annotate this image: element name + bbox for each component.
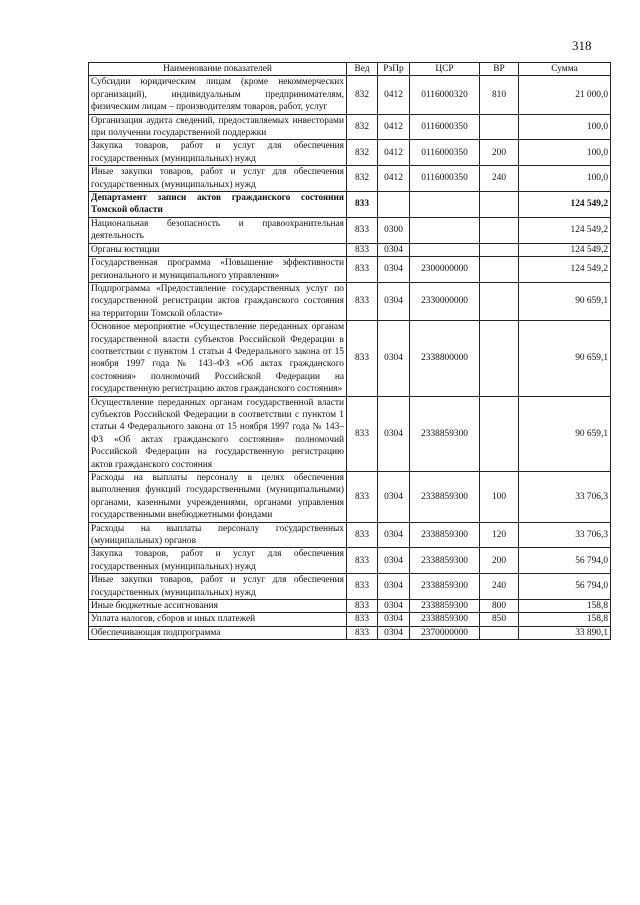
cell-name: Организация аудита сведений, предоставляемых инвесторами при получении государственной поддержки bbox=[89, 114, 347, 140]
cell-rzpr: 0304 bbox=[378, 243, 410, 256]
cell-name: Обеспечивающая подпрограмма bbox=[89, 626, 347, 639]
header-name: Наименование показателей bbox=[89, 63, 347, 76]
header-ved: Вед bbox=[347, 63, 378, 76]
cell-name: Расходы на выплаты персоналу государственных (муниципальных) органов bbox=[89, 522, 347, 548]
cell-csr: 2338859300 bbox=[410, 600, 480, 613]
cell-vr: 800 bbox=[480, 600, 519, 613]
cell-rzpr: 0412 bbox=[378, 140, 410, 166]
table-row bbox=[89, 548, 611, 574]
cell-sum: 100,0 bbox=[519, 140, 611, 166]
cell-rzpr: 0300 bbox=[378, 217, 410, 243]
header-vr: ВР bbox=[480, 63, 519, 76]
cell-rzpr: 0304 bbox=[378, 257, 410, 283]
cell-ved: 832 bbox=[347, 166, 378, 192]
cell-ved: 832 bbox=[347, 140, 378, 166]
cell-name: Иные закупки товаров, работ и услуг для обеспечения государственных (муниципальных) нужд bbox=[89, 574, 347, 600]
cell-rzpr: 0412 bbox=[378, 114, 410, 140]
cell-rzpr: 0304 bbox=[378, 522, 410, 548]
table-row bbox=[89, 321, 611, 396]
cell-csr: 2370000000 bbox=[410, 626, 480, 639]
table-row bbox=[89, 192, 611, 218]
cell-name: Департамент записи актов гражданского состояния Томской области bbox=[89, 192, 347, 218]
cell-ved: 833 bbox=[347, 522, 378, 548]
cell-vr: 120 bbox=[480, 522, 519, 548]
cell-vr bbox=[480, 217, 519, 243]
cell-ved: 833 bbox=[347, 217, 378, 243]
cell-ved: 833 bbox=[347, 600, 378, 613]
table-row bbox=[89, 574, 611, 600]
cell-csr: 0116000350 bbox=[410, 114, 480, 140]
cell-csr: 0116000350 bbox=[410, 166, 480, 192]
cell-rzpr: 0304 bbox=[378, 574, 410, 600]
cell-rzpr: 0412 bbox=[378, 76, 410, 114]
cell-vr bbox=[480, 192, 519, 218]
cell-ved: 833 bbox=[347, 192, 378, 218]
cell-ved: 833 bbox=[347, 396, 378, 471]
cell-csr: 2338859300 bbox=[410, 522, 480, 548]
cell-rzpr: 0304 bbox=[378, 600, 410, 613]
cell-rzpr: 0304 bbox=[378, 613, 410, 626]
table-row bbox=[89, 166, 611, 192]
cell-rzpr bbox=[378, 192, 410, 218]
table-row bbox=[89, 243, 611, 256]
cell-sum: 124 549,2 bbox=[519, 192, 611, 218]
cell-csr: 2338859300 bbox=[410, 472, 480, 523]
cell-vr bbox=[480, 282, 519, 320]
cell-ved: 833 bbox=[347, 321, 378, 396]
cell-sum: 56 794,0 bbox=[519, 574, 611, 600]
cell-csr bbox=[410, 192, 480, 218]
cell-vr bbox=[480, 257, 519, 283]
cell-csr: 2338800000 bbox=[410, 321, 480, 396]
cell-sum: 33 706,3 bbox=[519, 472, 611, 523]
cell-csr: 2338859300 bbox=[410, 613, 480, 626]
cell-vr bbox=[480, 321, 519, 396]
cell-csr: 2330000000 bbox=[410, 282, 480, 320]
table-row bbox=[89, 396, 611, 471]
cell-ved: 833 bbox=[347, 282, 378, 320]
cell-rzpr: 0304 bbox=[378, 472, 410, 523]
cell-rzpr: 0304 bbox=[378, 396, 410, 471]
cell-name: Закупка товаров, работ и услуг для обеспечения государственных (муниципальных) нужд bbox=[89, 548, 347, 574]
cell-vr bbox=[480, 114, 519, 140]
table-row bbox=[89, 114, 611, 140]
table-row bbox=[89, 522, 611, 548]
cell-sum: 158,8 bbox=[519, 613, 611, 626]
table-row bbox=[89, 76, 611, 114]
cell-csr: 0116000320 bbox=[410, 76, 480, 114]
cell-rzpr: 0412 bbox=[378, 166, 410, 192]
cell-name: Иные бюджетные ассигнования bbox=[89, 600, 347, 613]
cell-ved: 833 bbox=[347, 548, 378, 574]
cell-csr: 2338859300 bbox=[410, 574, 480, 600]
table-row bbox=[89, 257, 611, 283]
table-row bbox=[89, 600, 611, 613]
cell-ved: 833 bbox=[347, 472, 378, 523]
header-sum: Сумма bbox=[519, 63, 611, 76]
cell-vr bbox=[480, 243, 519, 256]
cell-csr bbox=[410, 217, 480, 243]
cell-name: Субсидии юридическим лицам (кроме некоммерческих организаций), индивидуальным предпринимателям, физическим лицам – производителям товаров, работ, услуг bbox=[89, 76, 347, 114]
cell-ved: 833 bbox=[347, 243, 378, 256]
cell-sum: 90 659,1 bbox=[519, 396, 611, 471]
page-number: 318 bbox=[572, 38, 592, 53]
table-row bbox=[89, 626, 611, 639]
cell-name: Расходы на выплаты персоналу в целях обеспечения выполнения функций государственными (муниципальными) органами, казенными учреждениями, органами управления государственными внебюджетными фондами bbox=[89, 472, 347, 523]
cell-sum: 33 706,3 bbox=[519, 522, 611, 548]
cell-name: Органы юстиции bbox=[89, 243, 347, 256]
cell-sum: 100,0 bbox=[519, 166, 611, 192]
cell-sum: 90 659,1 bbox=[519, 282, 611, 320]
cell-vr: 850 bbox=[480, 613, 519, 626]
cell-sum: 56 794,0 bbox=[519, 548, 611, 574]
cell-ved: 832 bbox=[347, 76, 378, 114]
cell-rzpr: 0304 bbox=[378, 282, 410, 320]
cell-sum: 124 549,2 bbox=[519, 257, 611, 283]
cell-csr: 0116000350 bbox=[410, 140, 480, 166]
cell-ved: 833 bbox=[347, 613, 378, 626]
cell-name: Государственная программа «Повышение эффективности регионального и муниципального управления» bbox=[89, 257, 347, 283]
table-row bbox=[89, 140, 611, 166]
cell-csr: 2338859300 bbox=[410, 396, 480, 471]
cell-vr: 810 bbox=[480, 76, 519, 114]
table-row bbox=[89, 613, 611, 626]
cell-ved: 833 bbox=[347, 257, 378, 283]
cell-csr: 2300000000 bbox=[410, 257, 480, 283]
cell-ved: 833 bbox=[347, 574, 378, 600]
cell-vr: 240 bbox=[480, 166, 519, 192]
table-row bbox=[89, 282, 611, 320]
cell-csr bbox=[410, 243, 480, 256]
budget-table bbox=[88, 62, 611, 640]
cell-name: Национальная безопасность и правоохранительная деятельность bbox=[89, 217, 347, 243]
cell-vr: 240 bbox=[480, 574, 519, 600]
cell-rzpr: 0304 bbox=[378, 626, 410, 639]
cell-sum: 124 549,2 bbox=[519, 243, 611, 256]
cell-sum: 21 000,0 bbox=[519, 76, 611, 114]
cell-vr: 100 bbox=[480, 472, 519, 523]
header-rzpr: РзПр bbox=[378, 63, 410, 76]
cell-sum: 100,0 bbox=[519, 114, 611, 140]
table-header-row bbox=[89, 63, 611, 76]
cell-vr: 200 bbox=[480, 140, 519, 166]
table-row bbox=[89, 472, 611, 523]
cell-vr bbox=[480, 396, 519, 471]
cell-name: Осуществление переданных органам государственной власти субъектов Российской Федерации в соответствии с пунктом 1 статьи 4 Федерального закона от 15 ноября 1997 года № 143–ФЗ «Об актах гражданского состояния» полномочий Российской Федерации на государственную регистрацию актов гражданского состояния bbox=[89, 396, 347, 471]
cell-rzpr: 0304 bbox=[378, 548, 410, 574]
cell-name: Иные закупки товаров, работ и услуг для обеспечения государственных (муниципальных) нужд bbox=[89, 166, 347, 192]
cell-name: Закупка товаров, работ и услуг для обеспечения государственных (муниципальных) нужд bbox=[89, 140, 347, 166]
cell-ved: 833 bbox=[347, 626, 378, 639]
cell-sum: 158,8 bbox=[519, 600, 611, 613]
cell-vr: 200 bbox=[480, 548, 519, 574]
cell-sum: 124 549,2 bbox=[519, 217, 611, 243]
cell-csr: 2338859300 bbox=[410, 548, 480, 574]
cell-rzpr: 0304 bbox=[378, 321, 410, 396]
cell-sum: 33 890,1 bbox=[519, 626, 611, 639]
cell-ved: 832 bbox=[347, 114, 378, 140]
cell-name: Уплата налогов, сборов и иных платежей bbox=[89, 613, 347, 626]
table-row bbox=[89, 217, 611, 243]
table-body bbox=[89, 76, 611, 640]
cell-vr bbox=[480, 626, 519, 639]
cell-sum: 90 659,1 bbox=[519, 321, 611, 396]
header-csr: ЦСР bbox=[410, 63, 480, 76]
cell-name: Подпрограмма «Предоставление государственных услуг по государственной регистрации актов гражданского состояния на территории Томской области» bbox=[89, 282, 347, 320]
cell-name: Основное мероприятие «Осуществление переданных органам государственной власти субъектов Российской Федерации в соответствии с пунктом 1 статьи 4 Федерального закона от 15 ноября 1997 года № 143–ФЗ «Об актах гражданского состояния» полномочий Российской Федерации на государственную регистрацию актов гражданского состояния» bbox=[89, 321, 347, 396]
